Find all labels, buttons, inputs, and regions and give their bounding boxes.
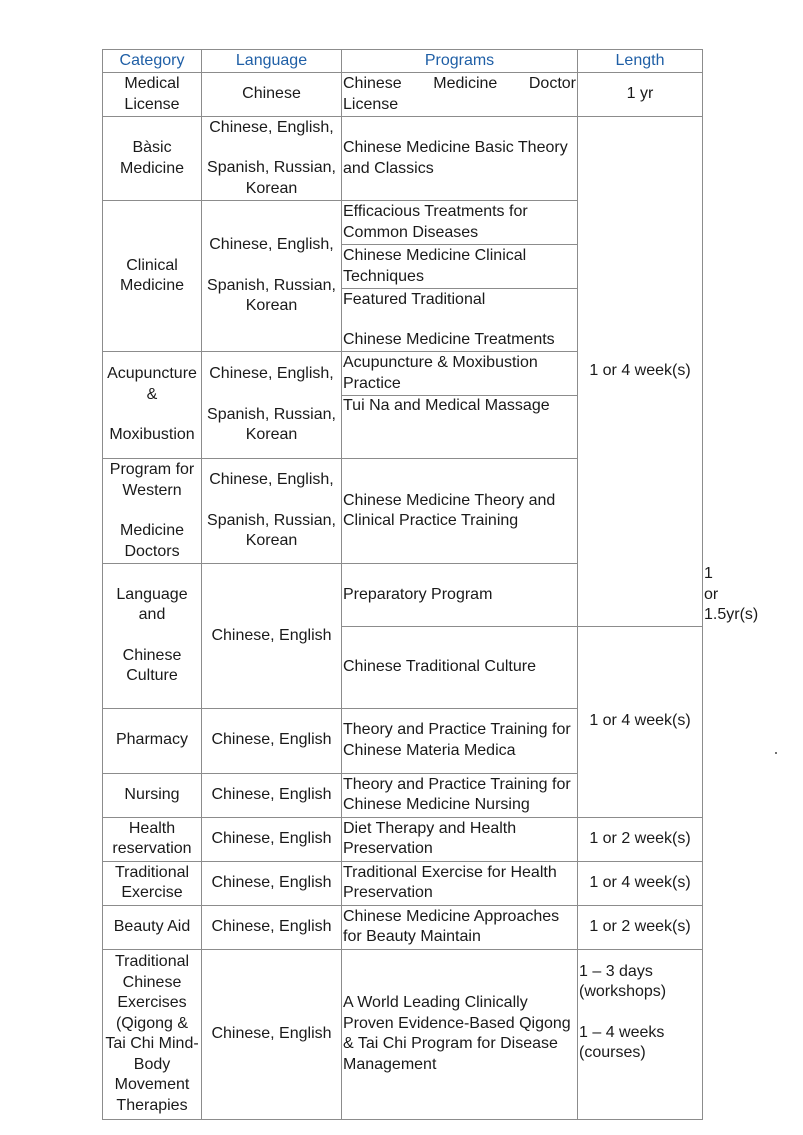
language-cell: Chinese, English [202,773,342,817]
language-line: Chinese, English, [209,471,334,489]
category-cell [103,564,202,709]
program-cell: Preparatory Program [342,564,578,627]
program-cell: Traditional Exercise for Health Preservation [342,861,578,905]
program-cell: Theory and Practice Training for Chinese Materia Medica [342,708,578,773]
program-cell: Chinese Medicine Theory and Clinical Practice Training [342,459,578,564]
category-cell: Traditional Exercise [103,861,202,905]
language-cell: Chinese, English [202,708,342,773]
table-row: Language and Chinese Culture Chinese, English Preparatory Program 1 or 1.5yr(s) [103,564,703,627]
language-cell: Chinese [202,73,342,117]
language-line: Chinese, English, [209,365,334,383]
language-cell [202,459,342,564]
language-cell: Chinese, English [202,949,342,1119]
program-line: License [343,95,399,113]
program-cell [342,289,578,352]
length-cell: 1 or 4 week(s) [578,861,703,905]
language-cell [202,117,342,201]
program-cell: Diet Therapy and Health Preservation [342,817,578,861]
language-line: Spanish, Russian, Korean [207,159,336,197]
table-row [103,73,703,117]
header-length: Length [578,50,703,73]
length-line: 1 – 3 days (workshops) [579,962,667,1000]
category-cell: Pharmacy [103,708,202,773]
length-cell: 1 or 2 week(s) [578,905,703,949]
category-cell: Medical License [103,73,202,117]
header-category: Category [103,50,202,73]
program-line: Chinese Medicine Treatments [343,331,555,348]
table-row [103,117,703,201]
program-cell [342,73,578,117]
program-cell: Chinese Medicine Clinical Techniques [342,245,578,289]
program-cell: Theory and Practice Training for Chinese Medicine Nursing [342,773,578,817]
program-cell: Chinese Traditional Culture [342,626,578,708]
header-language: Language [202,50,342,73]
header-programs: Programs [342,50,578,73]
length-cell: 1 or 2 week(s) [578,817,703,861]
table-header-row [103,50,703,73]
language-cell: Chinese, English [202,817,342,861]
length-cell [578,949,703,1119]
language-cell: Chinese, English [202,564,342,709]
program-cell: Chinese Medicine Basic Theory and Classics [342,117,578,201]
language-cell [202,201,342,352]
program-line: Chinese Medicine Doctor [343,75,576,92]
table-row [103,817,703,861]
language-line: Chinese, English, [209,118,334,136]
language-cell [202,352,342,459]
length-cell: 1 or 4 week(s) [578,117,703,627]
category-line: Moxibustion [109,426,195,444]
language-cell: Chinese, English [202,861,342,905]
length-cell: 1 yr [578,73,703,117]
category-line: Medicine Doctors [119,522,185,560]
program-line: Featured Traditional [343,290,486,308]
category-cell: Bàsic Medicine [103,117,202,201]
category-line: Program for Western [109,461,195,499]
program-cell: Chinese Medicine Approaches for Beauty Maintain [342,905,578,949]
program-cell: Tui Na and Medical Massage [342,396,578,459]
length-line: 1 – 4 weeks (courses) [579,1023,665,1061]
length-cell: 1 or 4 week(s) [578,626,703,817]
category-line: & [146,385,158,403]
table-row [103,949,703,1119]
table-row [103,861,703,905]
language-line: Chinese, English, [209,236,334,254]
category-cell [103,352,202,459]
category-line: Acupuncture [107,365,197,383]
category-cell: Health reservation [103,817,202,861]
language-line: Spanish, Russian, Korean [207,276,336,315]
category-line: Language and [116,585,188,624]
table-row [103,905,703,949]
language-line: Spanish, Russian, Korean [207,405,336,444]
category-cell: Beauty Aid [103,905,202,949]
language-cell: Chinese, English [202,905,342,949]
program-cell: A World Leading Clinically Proven Evidence-Based Qigong & Tai Chi Program for Disease Management [342,949,578,1119]
language-line: Spanish, Russian, Korean [207,511,336,550]
category-cell: Clinical Medicine [103,201,202,352]
stray-dot-mark [775,752,777,754]
program-cell: Efficacious Treatments for Common Diseases [342,201,578,245]
category-line: Chinese Culture [122,646,182,685]
category-cell: Traditional Chinese Exercises (Qigong & Tai Chi Mind-Body Movement Therapies [103,949,202,1119]
category-cell: Nursing [103,773,202,817]
program-cell: Acupuncture & Moxibustion Practice [342,352,578,396]
category-cell [103,459,202,564]
programs-table [102,49,759,1120]
